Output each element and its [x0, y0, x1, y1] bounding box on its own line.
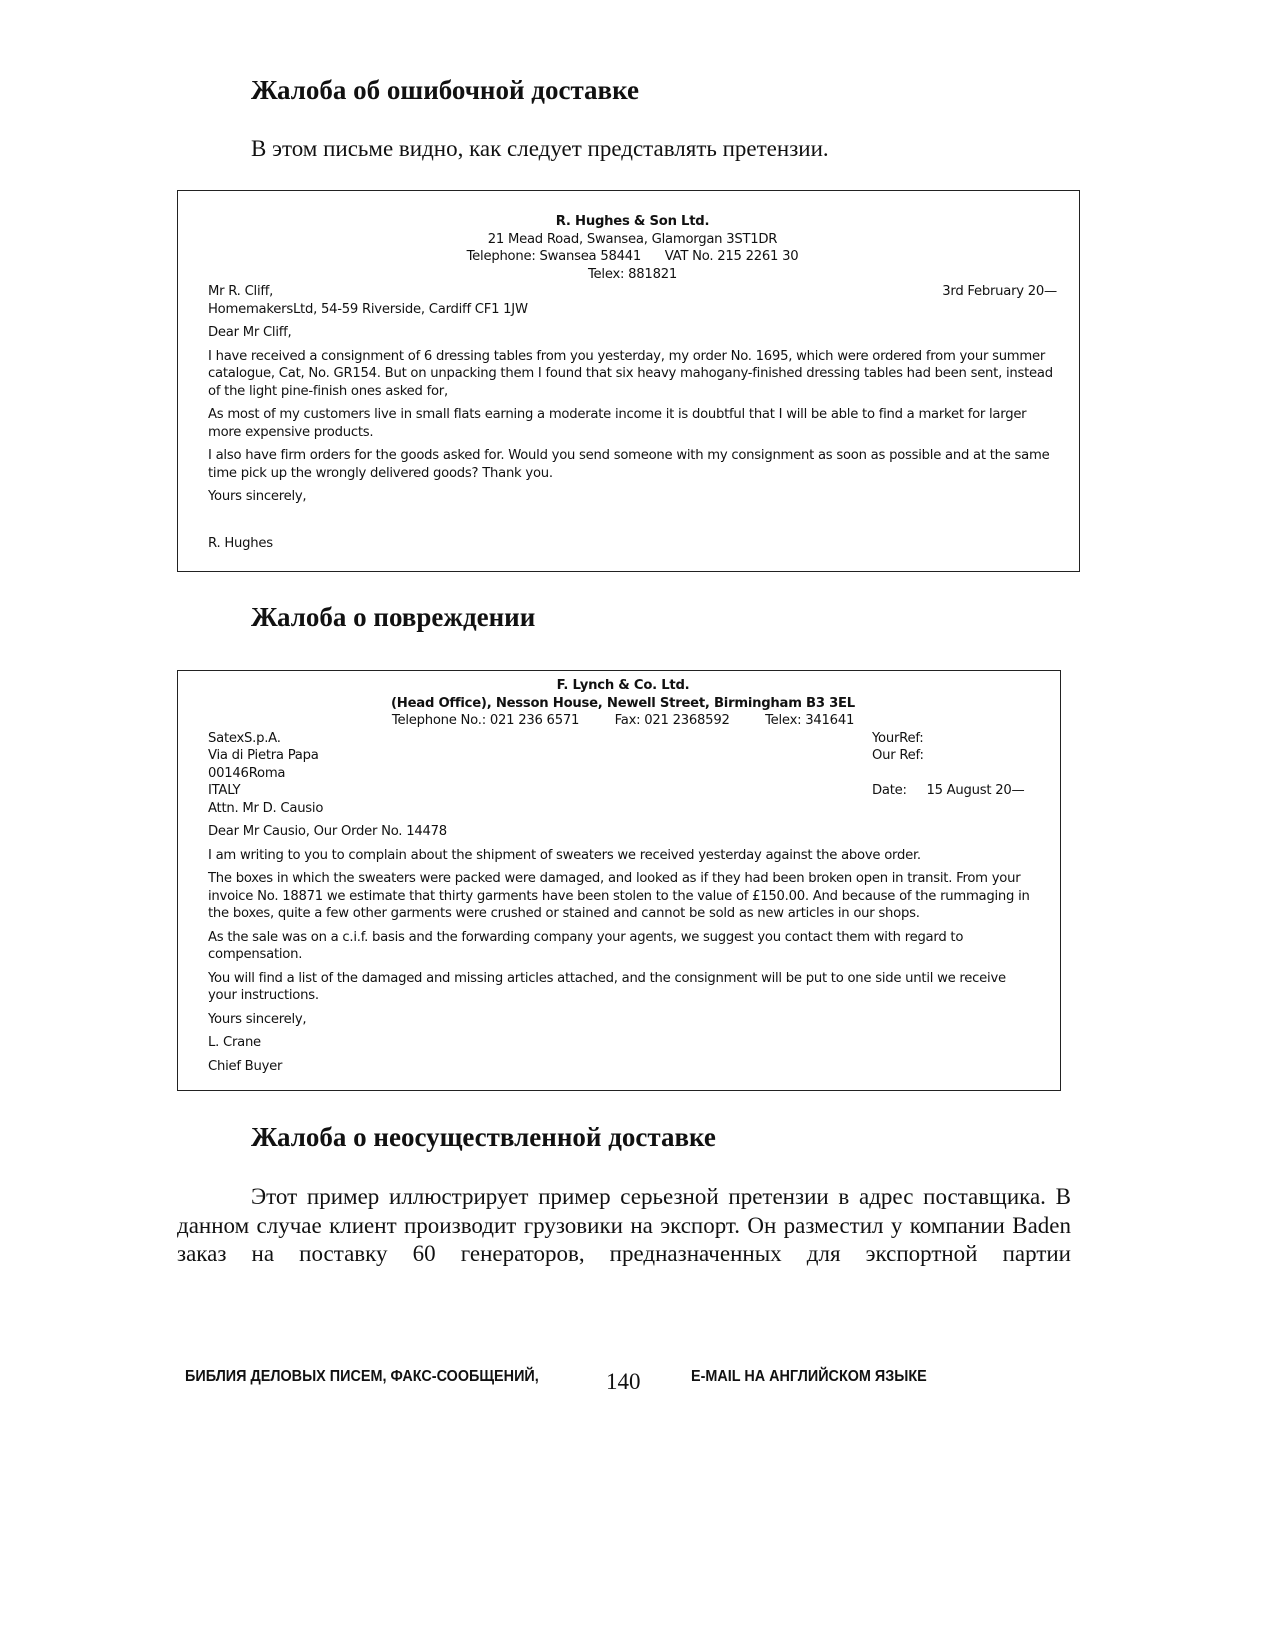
letterhead-company: R. Hughes & Son Ltd. — [555, 214, 710, 229]
recipient-line: ITALY — [208, 783, 241, 798]
recipient-line: Via di Pietra Papa — [208, 748, 319, 763]
letter-hughes — [177, 190, 1080, 572]
letter-paragraph: You will find a list of the damaged and missing articles attached, and the consignment will be put to one side until we receive your instructions. — [208, 970, 1006, 1003]
closing: Yours sincerely, — [208, 489, 307, 504]
salutation: Dear Mr Causio, Our Order No. 14478 — [208, 824, 447, 839]
section-body-text: Этот пример иллюстрирует пример серьезной претензии в адрес поставщика. В данном случае клиент производит грузовики на экспорт. Он разместил у компании Baden заказ на поставку 60 генераторов, предназначенных для экспортной партии — [177, 1184, 1071, 1266]
letterhead-contacts — [208, 248, 1057, 266]
closing: Yours sincerely, — [208, 1011, 307, 1027]
section-heading-damage: Жалоба о повреждении — [251, 602, 536, 632]
letterhead-vat: VAT No. 215 2261 30 — [664, 249, 799, 264]
letterhead-company: F. Lynch & Co. Ltd. — [556, 678, 690, 693]
date-line — [872, 782, 1032, 800]
letterhead-telephone: Telephone: Swansea 58441 — [466, 249, 642, 264]
address-refs-row — [208, 730, 1038, 818]
your-ref: YourRef: — [872, 730, 924, 746]
letter-date: 3rd February 20— — [942, 284, 1057, 299]
signer-title: Chief Buyer — [208, 1058, 283, 1074]
footer-right: E-MAIL НА АНГЛИЙСКОМ ЯЗЫКЕ — [691, 1368, 927, 1385]
letter-paragraph: I have received a consignment of 6 dressing tables from you yesterday, my order No. 1695, which were ordered from your summer catalogue, Cat, No. GR154. But on unpacking them I found that six heavy mahogany-finished dressing tables had been sent, instead of the light pine-finish ones asked for, — [208, 348, 1053, 399]
letterhead-telex: Telex: 341641 — [765, 713, 855, 728]
letter-paragraph: I am writing to you to complain about the shipment of sweaters we received yesterday against the above order. — [208, 847, 921, 863]
recipient-date-row — [208, 283, 1057, 301]
letter-paragraph: As the sale was on a c.i.f. basis and the forwarding company your agents, we suggest you contact them with regard to compensation. — [208, 929, 964, 962]
letter-paragraph: The boxes in which the sweaters were packed were damaged, and looked as if they had been broken open in transit. From your invoice No. 18871 we estimate that thirty garments have been stolen to the value of £150.00. And because of the rummaging in the boxes, quite a few other garments were crushed or stained and cannot be sold as new articles in our shops. — [208, 871, 1030, 921]
date-label: Date: — [872, 783, 907, 798]
recipient-line: 00146Roma — [208, 765, 286, 781]
recipient-line: SatexS.p.A. — [208, 730, 281, 746]
recipient-address: HomemakersLtd, 54-59 Riverside, Cardiff CF1 1JW — [208, 301, 528, 317]
letterhead-telex: Telex: 881821 — [587, 266, 677, 282]
letter-date: 15 August 20— — [926, 783, 1025, 798]
reference-block — [872, 730, 1032, 818]
recipient-address-block — [208, 730, 323, 818]
signature: L. Crane — [208, 1035, 261, 1050]
section-heading-non-delivery: Жалоба о неосуществленной доставке — [251, 1122, 716, 1152]
recipient-line: Attn. Mr D. Causio — [208, 800, 324, 816]
letterhead-telephone: Telephone No.: 021 236 6571 — [391, 713, 580, 728]
footer-left: БИБЛИЯ ДЕЛОВЫХ ПИСЕМ, ФАКС-СООБЩЕНИЙ, — [185, 1368, 539, 1385]
letterhead-fax: Fax: 021 2368592 — [614, 713, 730, 728]
letterhead-contacts — [208, 712, 1038, 730]
page-number: 140 — [606, 1369, 641, 1394]
salutation: Dear Mr Cliff, — [208, 325, 292, 340]
letter-lynch — [177, 670, 1061, 1091]
letterhead-address: 21 Mead Road, Swansea, Glamorgan 3ST1DR — [487, 231, 778, 247]
signature: R. Hughes — [208, 535, 273, 551]
letter-paragraph: I also have firm orders for the goods asked for. Would you send someone with my consignment as soon as possible and at the same time pick up the wrongly delivered goods? Thank you. — [208, 448, 1050, 481]
letterhead-head-office: (Head Office), Nesson House, Newell Street, Birmingham B3 3EL — [391, 695, 855, 711]
section-heading-wrong-delivery: Жалоба об ошибочной доставке — [251, 75, 639, 105]
letter-paragraph: As most of my customers live in small flats earning a moderate income it is doubtful that I will be able to find a market for larger more expensive products. — [208, 407, 1027, 440]
our-ref: Our Ref: — [872, 748, 924, 763]
section-intro: В этом письме видно, как следует представлять претензии. — [251, 136, 829, 161]
recipient-name: Mr R. Cliff, — [208, 284, 274, 299]
